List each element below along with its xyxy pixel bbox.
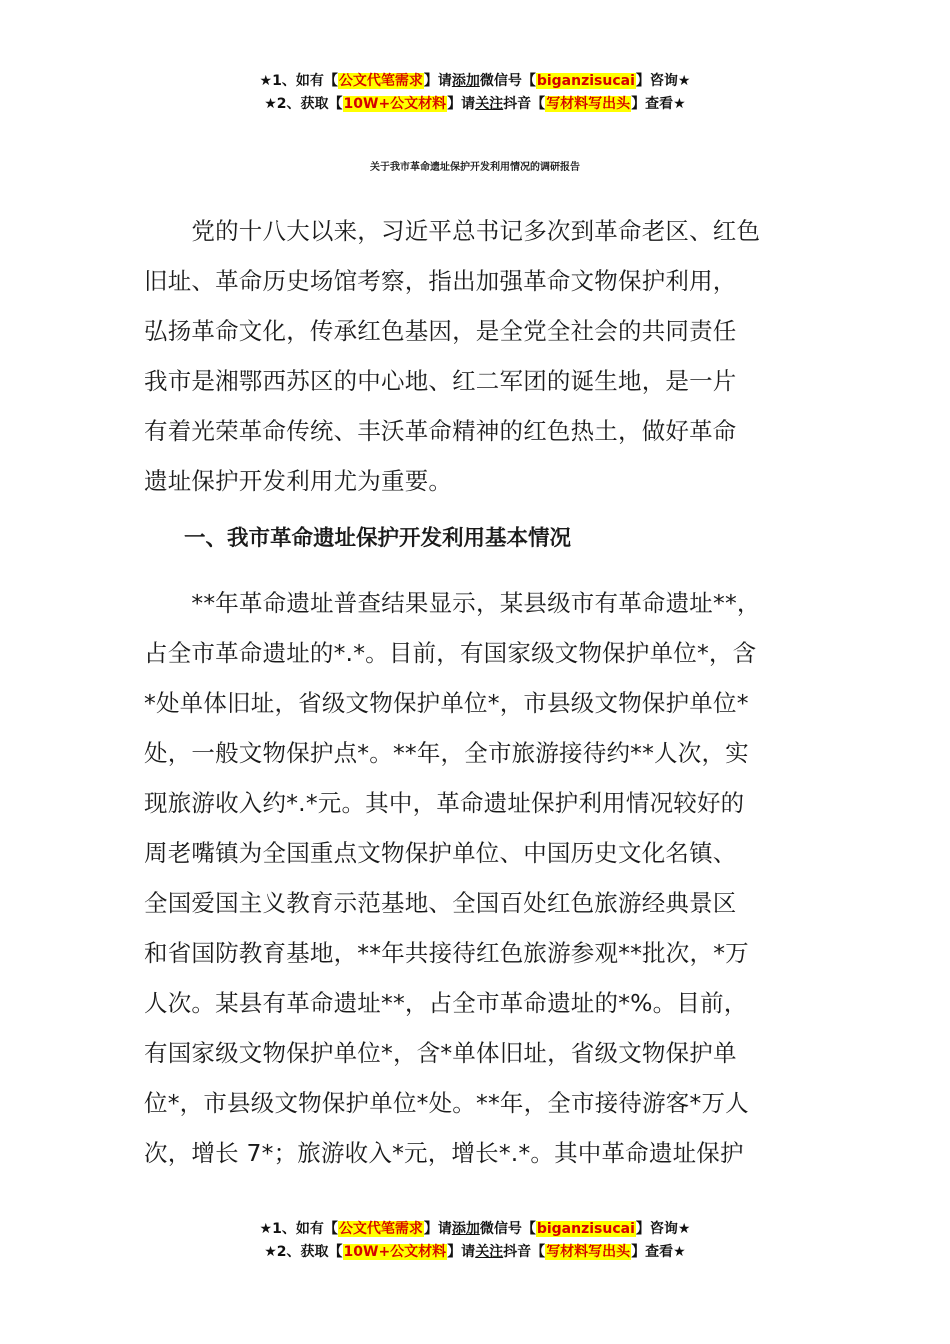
paragraph-line: 有着光荣革命传统、丰沃革命精神的红色热土，做好革命 xyxy=(144,417,737,445)
paragraph-line: 党的十八大以来，习近平总书记多次到革命老区、红色 xyxy=(144,217,761,245)
paragraph-line: 弘扬革命文化，传承红色基因，是全党全社会的共同责任 xyxy=(144,317,737,345)
highlight-douyin-account: 写材料写出头 xyxy=(546,1244,631,1260)
highlight-materials: 10W+公文材料 xyxy=(343,96,447,112)
banner-line-1: ★1、如有【公文代笔需求】请添加微信号【biganzisucai】咨询★ xyxy=(259,73,691,89)
paragraph-line: **年革命遗址普查结果显示，某县级市有革命遗址**， xyxy=(144,589,761,617)
highlight-service: 公文代笔需求 xyxy=(338,1221,423,1237)
paragraph-line: 次，增长 7*；旅游收入*元，增长*.*。其中革命遗址保护 xyxy=(144,1139,744,1167)
footer-banner xyxy=(0,1218,950,1264)
paragraph-line: 人次。某县有革命遗址**，占全市革命遗址的*%。目前， xyxy=(144,989,748,1017)
paragraph-line: 我市是湘鄂西苏区的中心地、红二军团的诞生地，是一片 xyxy=(144,367,737,395)
banner-line-2: ★2、获取【10W+公文材料】请关注抖音【写材料写出头】查看★ xyxy=(264,1244,686,1260)
document-title: 关于我市革命遗址保护开发利用情况的调研报告 xyxy=(370,162,580,173)
body-paragraph xyxy=(144,578,808,1178)
highlight-douyin-account: 写材料写出头 xyxy=(546,96,631,112)
paragraph-line: 现旅游收入约*.*元。其中，革命遗址保护利用情况较好的 xyxy=(144,789,745,817)
paragraph-line: 遗址保护开发利用尤为重要。 xyxy=(144,467,453,495)
highlight-service: 公文代笔需求 xyxy=(338,73,423,89)
highlight-materials: 10W+公文材料 xyxy=(343,1244,447,1260)
paragraph-line: 有国家级文物保护单位*，含*单体旧址，省级文物保护单 xyxy=(144,1039,737,1067)
highlight-wechat-id: biganzisucai xyxy=(536,1221,635,1237)
paragraph-line: 旧址、革命历史场馆考察，指出加强革命文物保护利用， xyxy=(144,267,737,295)
paragraph-line: 占全市革命遗址的*.*。目前，有国家级文物保护单位*，含 xyxy=(144,639,757,667)
header-banner xyxy=(0,70,950,116)
paragraph-line: 位*，市县级文物保护单位*处。**年，全市接待游客*万人 xyxy=(144,1089,749,1117)
intro-paragraph xyxy=(144,206,808,506)
paragraph-line: 全国爱国主义教育示范基地、全国百处红色旅游经典景区 xyxy=(144,889,737,917)
section-heading: 一、我市革命遗址保护开发利用基本情况 xyxy=(184,526,572,551)
banner-line-1: ★1、如有【公文代笔需求】请添加微信号【biganzisucai】咨询★ xyxy=(259,1221,691,1237)
paragraph-line: 处，一般文物保护点*。**年，全市旅游接待约**人次，实 xyxy=(144,739,749,767)
paragraph-line: 周老嘴镇为全国重点文物保护单位、中国历史文化名镇、 xyxy=(144,839,737,867)
paragraph-line: 和省国防教育基地，**年共接待红色旅游参观**批次，*万 xyxy=(144,939,749,967)
highlight-wechat-id: biganzisucai xyxy=(536,73,635,89)
banner-line-2: ★2、获取【10W+公文材料】请关注抖音【写材料写出头】查看★ xyxy=(264,96,686,112)
paragraph-line: *处单体旧址，省级文物保护单位*，市县级文物保护单位* xyxy=(144,689,749,717)
